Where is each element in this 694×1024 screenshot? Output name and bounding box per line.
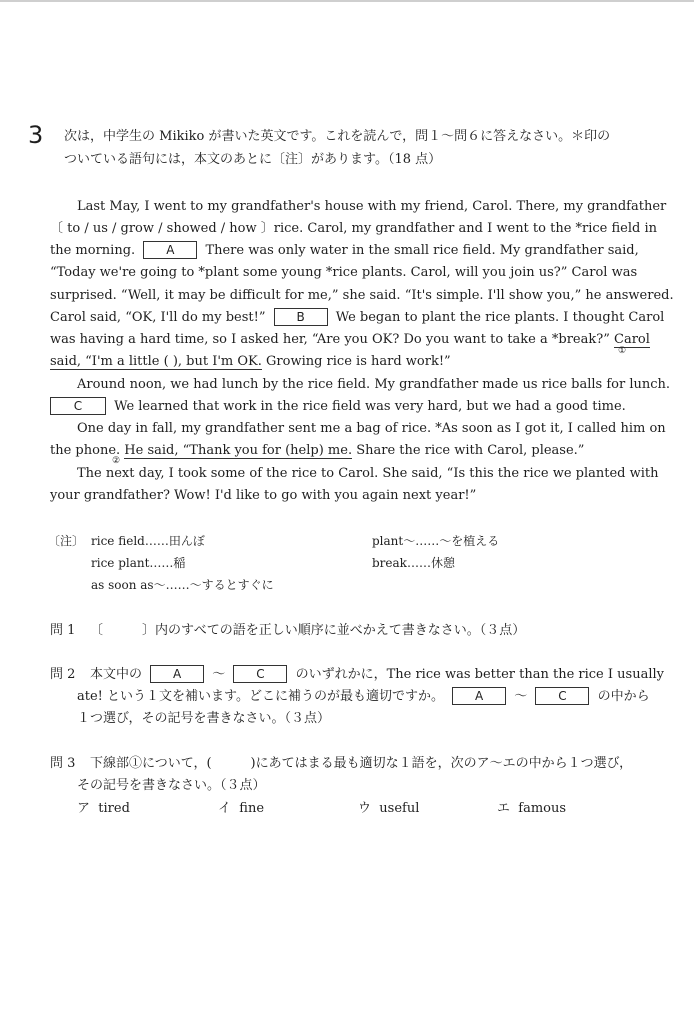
underline-mark-2: ② xyxy=(112,456,121,466)
q3-label: 問 3 xyxy=(50,756,76,771)
q3-choice: エ famous xyxy=(497,801,567,816)
passage-line: was having a hard time, so I asked her, “Are you OK? Do you want to take a *break?” Carol xyxy=(50,332,650,347)
note-item: rice field……田んぼ xyxy=(91,534,205,548)
notes-label: 〔注〕 xyxy=(48,534,85,548)
note-item: plant〜……〜を植える xyxy=(372,534,500,548)
q2-box-a: A xyxy=(150,665,204,683)
passage-line: said, “I'm a little ( ), but I'm OK. Growing rice is hard work!” xyxy=(50,354,451,369)
passage-line: 〔 to / us / grow / showed / how 〕rice. Carol, my grandfather and I went to the *rice field in xyxy=(50,221,658,236)
answer-box-c: C xyxy=(50,397,106,415)
answer-box-b: B xyxy=(274,308,328,326)
passage-line: your grandfather? Wow! I'd like to go with you again next year!” xyxy=(50,488,477,503)
underline-2: He said, “Thank you for (help) me. xyxy=(124,443,353,458)
passage-line: Around noon, we had lunch by the rice field. My grandfather made us rice balls for lunch. xyxy=(77,377,671,392)
passage-line: Carol said, “OK, I'll do my best!” B We began to plant the rice plants. I thought Carol xyxy=(50,310,665,325)
note-item: as soon as〜……〜するとすぐに xyxy=(91,578,274,592)
note-item: rice plant……稲 xyxy=(91,556,186,570)
q3-choice: イ fine xyxy=(218,801,265,816)
q2-box-c: C xyxy=(233,665,287,683)
q1-text: 〔 〕内のすべての語を正しい順序に並べかえて書きなさい。（３点） xyxy=(90,623,526,638)
passage-line: C We learned that work in the rice field was very hard, but we had a good time. xyxy=(46,396,626,418)
underline-1: Carol xyxy=(614,332,650,347)
q2-line-1: 本文中の A 〜 C のいずれかに，The rice was better than the rice I usually xyxy=(90,667,664,682)
q2-label: 問 2 xyxy=(50,667,76,682)
top-border xyxy=(0,0,694,2)
q2-box-c-2: C xyxy=(535,687,589,705)
passage-line: the phone. He said, “Thank you for (help) me. Share the rice with Carol, please.” xyxy=(50,443,585,458)
answer-box-a: A xyxy=(143,241,197,259)
q3-choice: ウ useful xyxy=(358,801,420,816)
passage-line: “Today we're going to *plant some young *rice plants. Carol, will you join us?” Carol was xyxy=(50,265,638,280)
passage-line: the morning. A There was only water in the small rice field. My grandfather said, xyxy=(50,243,639,258)
q2-line-3: １つ選び，その記号を書きなさい。（３点） xyxy=(77,711,330,726)
underline-mark-1: ① xyxy=(618,346,627,356)
passage-line: One day in fall, my grandfather sent me a bag of rice. *As soon as I got it, I called him on xyxy=(77,421,666,436)
q1-label: 問 1 xyxy=(50,623,76,638)
note-item: break……休憩 xyxy=(372,556,455,570)
q2-box-a-2: A xyxy=(452,687,506,705)
underline-1-cont: said, “I'm a little ( ), but I'm OK. xyxy=(50,354,262,369)
q3-choice: ア tired xyxy=(77,801,130,816)
question-number: 3 xyxy=(28,121,44,149)
passage-line: Last May, I went to my grandfather's house with my friend, Carol. There, my grandfather xyxy=(77,199,667,214)
passage-line: The next day, I took some of the rice to Carol. She said, “Is this the rice we planted with xyxy=(77,466,659,481)
passage-line: surprised. “Well, it may be difficult for me,” she said. “It's simple. I'll show you,” he answered. xyxy=(50,288,674,303)
q3-line-1: 下線部①について，( )にあてはまる最も適切な１語を，次のア〜エの中から１つ選び， xyxy=(90,756,633,771)
intro-line-2: ついている語句には，本文のあとに〔注〕があります。（18 点） xyxy=(64,152,442,167)
q2-line-2: ate! という１文を補います。どこに補うのが最も適切ですか。 A 〜 C の中から xyxy=(77,689,650,704)
intro-line-1: 次は，中学生の Mikiko が書いた英文です。これを読んで，問１〜問６に答えなさい。＊印の xyxy=(64,129,611,144)
q3-line-2: その記号を書きなさい。（３点） xyxy=(77,778,266,793)
